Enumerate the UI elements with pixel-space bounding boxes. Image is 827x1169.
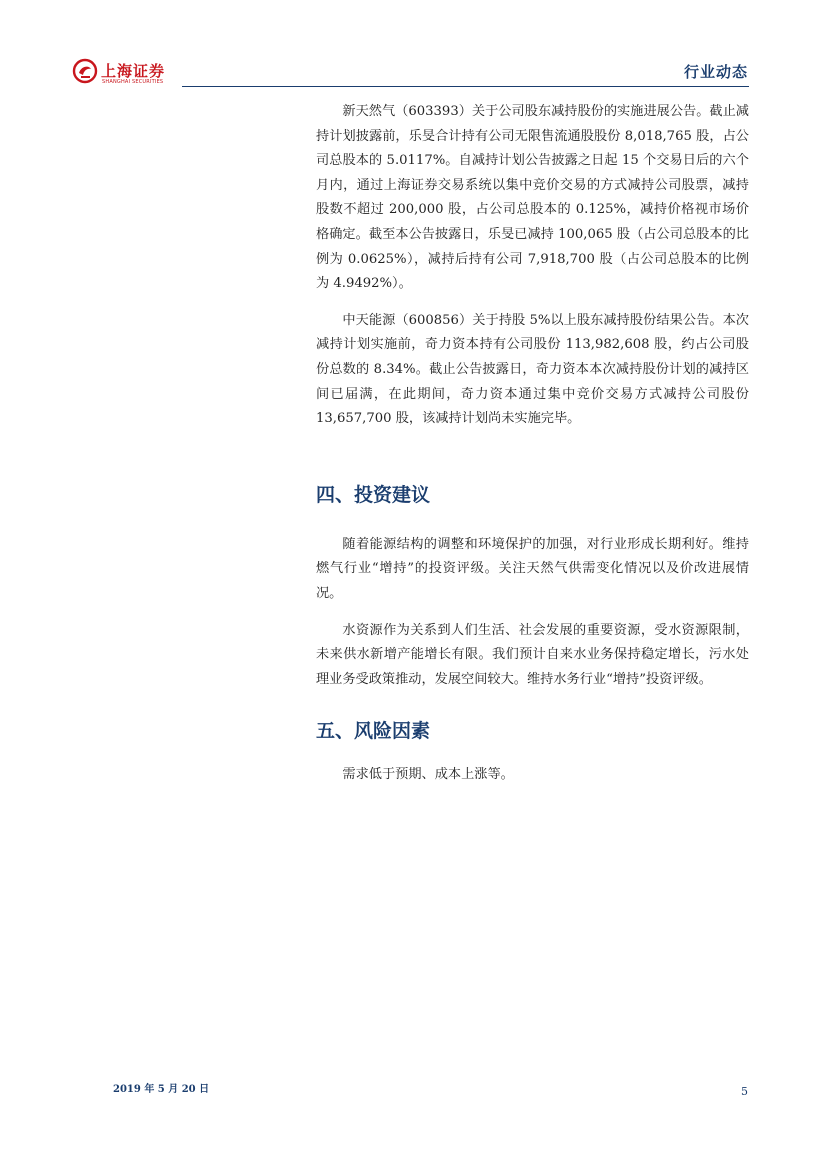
paragraph-xintianranqi: 新天然气（603393）关于公司股东减持股份的实施进展公告。截止减持计划披露前，乐旻合计持有公司无限售流通股股份 8,018,765 股，占公司总股本的 5.0117%。自减持计划公告披露之日起 15 个交易日后的六个月内，通过上海证券交易系统以集中竞价交易的方式减持公司股票，减持股数不超过 200,000 股，占公司总股本的 0.125%，减持价格视市场价格确定。截至本公告披露日，乐旻已减持 100,065 股（占公司总股本的比例为 0.0625%），减持后持有公司 7,918,700 股（占公司总股本的比例为 4.9492%）。 — [316, 104, 749, 292]
page-number: 5 — [741, 1085, 748, 1098]
logo-text-en: SHANGHAI SECURITIES — [102, 79, 164, 85]
page-header — [0, 0, 827, 90]
logo-text-cn: 上海证券 — [101, 62, 166, 80]
report-type-label: 行业动态 — [683, 63, 748, 81]
paragraph-zhongtiannengyuan: 中天能源（600856）关于持股 5%以上股东减持股份结果公告。本次减持计划实施前，奇力资本持有公司股份 113,982,608 股，约占公司股份总数的 8.34%。截止公告披露日，奇力资本本次减持股份计划的减持区间已届满，在此期间，奇力资本通过集中竞价交易方式减持公司股份 13,657,700 股，该减持计划尚未实施完毕。 — [316, 312, 749, 427]
report-date: 2019 年 5 月 20 日 — [113, 1084, 210, 1095]
paragraph-risk: 需求低于预期、成本上涨等。 — [342, 767, 514, 783]
section-heading-investment-advice: 四、投资建议 — [316, 483, 431, 506]
section-heading-risk-factors: 五、风险因素 — [316, 720, 431, 743]
logo-mark-icon — [72, 58, 98, 84]
paragraph-water-advice: 水资源作为关系到人们生活、社会发展的重要资源，受水资源限制，未来供水新增产能增长有限。我们预计自来水业务保持稳定增长，污水处理业务受政策推动，发展空间较大。维持水务行业“增持”投资评级。 — [316, 622, 749, 687]
header-divider — [182, 86, 749, 87]
report-body — [316, 100, 749, 788]
paragraph-gas-advice: 随着能源结构的调整和环境保护的加强，对行业形成长期利好。维持燃气行业“增持”的投资评级。关注天然气供需变化情况以及价改进展情况。 — [316, 536, 749, 601]
company-logo — [72, 58, 182, 92]
